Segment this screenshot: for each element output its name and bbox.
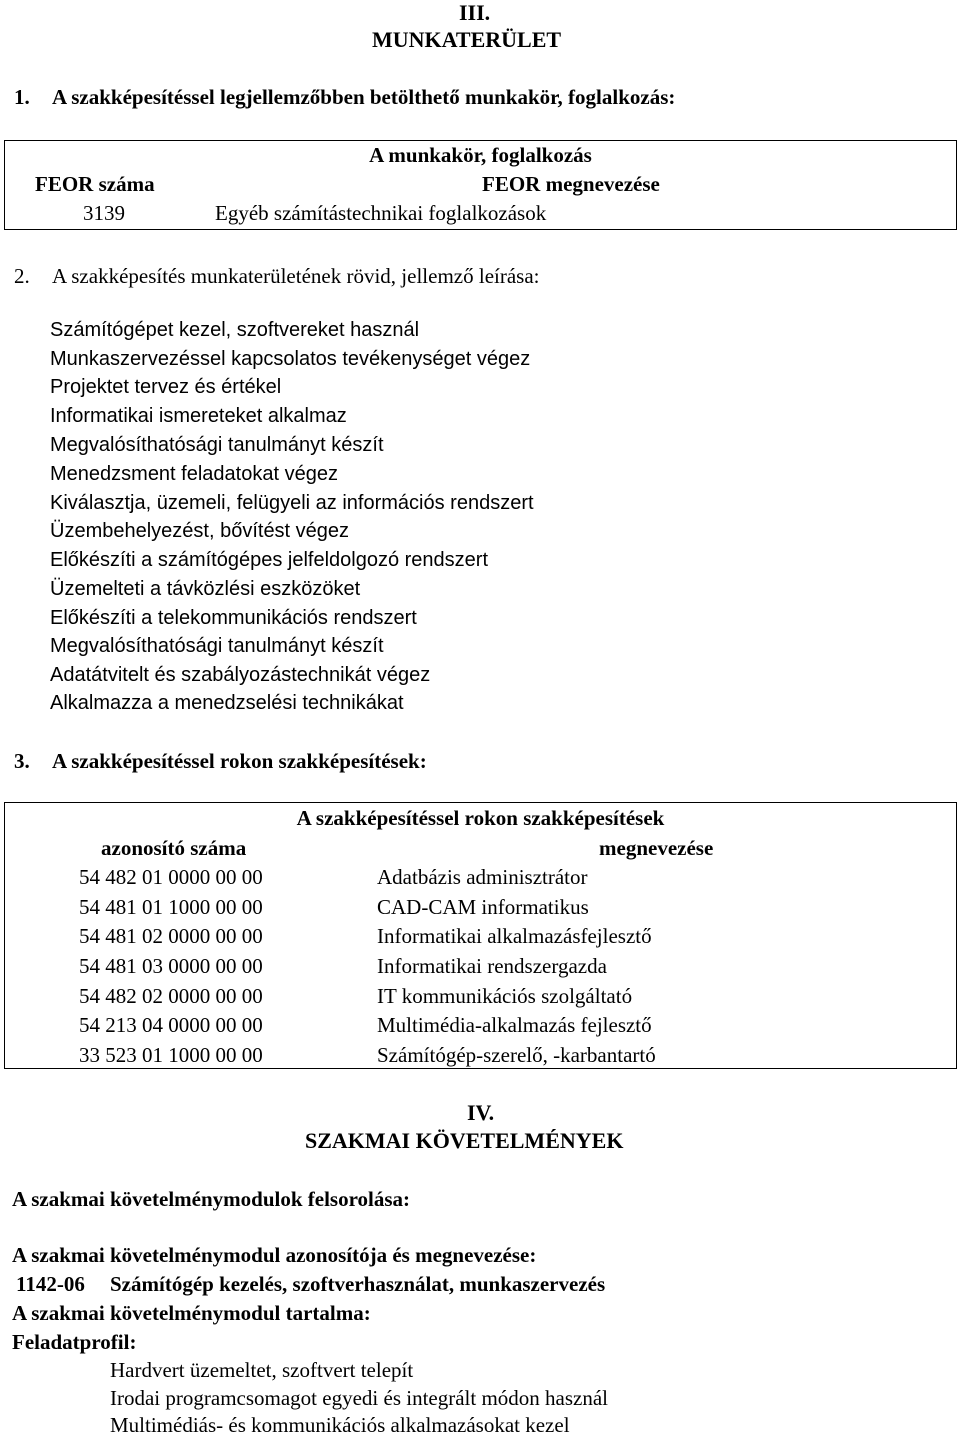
list-item: Munkaszervezéssel kapcsolatos tevékenységet végez [50,348,531,370]
module-content-heading: A szakmai követelménymodul tartalma: [12,1301,371,1325]
list-item: Kiválasztja, üzemeli, felügyeli az információs rendszert [50,492,534,514]
table-row-name: Informatikai alkalmazásfejlesztő [377,924,652,948]
list-item: Számítógépet kezel, szoftvereket használ [50,319,420,341]
table-row-name: Adatbázis adminisztrátor [377,865,588,889]
table-row-id: 54 213 04 0000 00 00 [79,1013,263,1037]
feor-table [4,140,957,230]
feor-table-title: A munkakör, foglalkozás [369,143,592,167]
heading-text: A szakképesítéssel rokon szakképesítések: [52,749,427,773]
list-item: Előkészíti a telekommunikációs rendszert [50,607,417,629]
heading-number: 3. [14,749,30,773]
table-row-name: CAD-CAM informatikus [377,895,589,919]
list-item: Üzemelteti a távközlési eszközöket [50,578,361,600]
table-row-name: Multimédia-alkalmazás fejlesztő [377,1013,652,1037]
heading-number: 1. [14,85,30,109]
related-table-title: A szakképesítéssel rokon szakképesítések [296,806,665,830]
list-item: Adatátvitelt és szabályozástechnikát végez [50,664,431,686]
feor-col-name-header: FEOR megnevezése [482,172,660,196]
list-item: Megvalósíthatósági tanulmányt készít [50,635,384,657]
table-row-id: 54 481 02 0000 00 00 [79,924,263,948]
table-row-id: 54 482 02 0000 00 00 [79,984,263,1008]
table-row-name: Számítógép-szerelő, -karbantartó [377,1043,656,1067]
list-item: Menedzsment feladatokat végez [50,463,338,485]
section-roman-numeral: IV. [467,1100,495,1125]
task-profile-heading: Feladatprofil: [12,1330,137,1354]
table-row-id: 54 481 01 1000 00 00 [79,895,263,919]
module-id-heading: A szakmai követelménymodul azonosítója és megnevezése: [12,1243,537,1267]
table-row-id: 33 523 01 1000 00 00 [79,1043,263,1067]
section-roman-numeral: III. [459,0,491,25]
list-item: Alkalmazza a menedzselési technikákat [50,692,404,714]
list-item: Hardvert üzemeltet, szoftvert telepít [110,1358,414,1382]
feor-row-code: 3139 [83,201,125,225]
list-item: Informatikai ismereteket alkalmaz [50,405,347,427]
table-row-name: IT kommunikációs szolgáltató [377,984,633,1008]
module-code: 1142-06 [16,1272,85,1296]
list-item: Üzembehelyezést, bővítést végez [50,520,350,542]
section-title: SZAKMAI KÖVETELMÉNYEK [305,1128,624,1153]
feor-col-code-header: FEOR száma [35,172,155,196]
table-row-id: 54 481 03 0000 00 00 [79,954,263,978]
related-qualifications-table [4,802,957,1069]
related-col-id-header: azonosító száma [101,836,247,860]
list-item: Megvalósíthatósági tanulmányt készít [50,434,384,456]
list-item: Multimédiás- és kommunikációs alkalmazásokat kezel [110,1413,570,1437]
list-item: Irodai programcsomagot egyedi és integrált módon használ [110,1386,609,1410]
list-item: Projektet tervez és értékel [50,376,282,398]
table-row-name: Informatikai rendszergazda [377,954,607,978]
related-col-name-header: megnevezése [599,836,714,860]
section-title: MUNKATERÜLET [372,27,562,52]
heading-text: A szakképesítés munkaterületének rövid, jellemző leírása: [52,264,540,288]
list-item: Előkészíti a számítógépes jelfeldolgozó rendszert [50,549,489,571]
heading-text: A szakképesítéssel legjellemzőbben betölthető munkakör, foglalkozás: [52,85,676,109]
feor-row-name: Egyéb számítástechnikai foglalkozások [215,201,547,225]
module-name: Számítógép kezelés, szoftverhasználat, munkaszervezés [110,1272,606,1296]
table-row-id: 54 482 01 0000 00 00 [79,865,263,889]
heading-number: 2. [14,264,30,288]
modules-list-heading: A szakmai követelménymodulok felsorolása: [12,1187,411,1211]
